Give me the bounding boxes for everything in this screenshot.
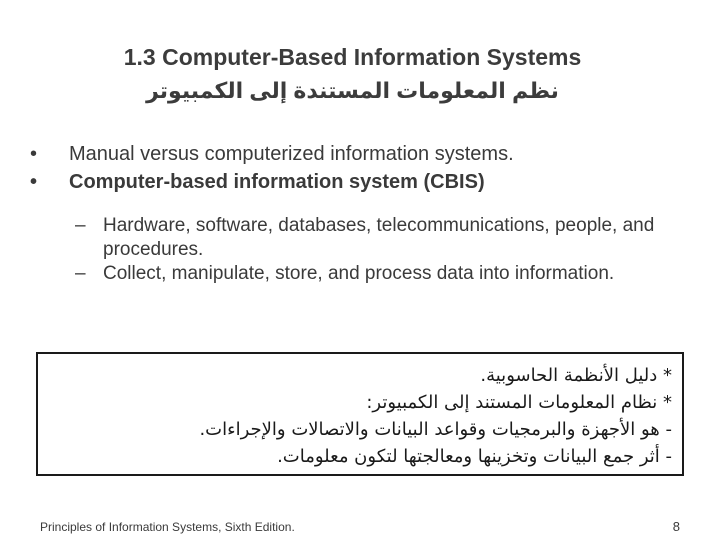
page-number: 8 — [672, 519, 680, 534]
arabic-note-line: * دليل الأنظمة الحاسوبية. — [480, 365, 672, 386]
bullet-text: Computer-based information system (CBIS) — [69, 171, 485, 193]
footer-source: Principles of Information Systems, Sixth Edition. — [40, 520, 295, 534]
sub-bullet-marker: – — [75, 215, 86, 236]
bullet-marker: • — [30, 143, 38, 165]
arabic-notes-box — [36, 352, 684, 476]
sub-bullet-text: Hardware, software, databases, telecommunications, people, and procedures. — [103, 215, 655, 260]
sub-bullet-item-process — [75, 262, 695, 286]
slide-title-english: 1.3 Computer-Based Information Systems — [123, 44, 582, 70]
sub-bullet-item-components — [75, 214, 695, 262]
slide-title-arabic: نظم المعلومات المستندة إلى الكمبيوتر — [146, 78, 559, 103]
bullet-text: Manual versus computerized information systems. — [69, 143, 514, 165]
bullet-marker: • — [30, 171, 38, 193]
arabic-note-line: * نظام المعلومات المستند إلى الكمبيوتر: — [366, 392, 672, 413]
arabic-note-line: - هو الأجهزة والبرمجيات وقواعد البيانات والاتصالات والإجراءات. — [199, 419, 672, 440]
sub-bullet-text: Collect, manipulate, store, and process data into information. — [103, 263, 615, 284]
sub-bullet-list — [75, 214, 695, 286]
arabic-note-line: - أثر جمع البيانات وتخزينها ومعالجتها لتكون معلومات. — [277, 446, 672, 467]
bullet-item-cbis — [30, 168, 700, 196]
sub-bullet-marker: – — [75, 263, 86, 284]
bullet-list — [30, 140, 700, 196]
bullet-item-manual-vs-computerized — [30, 140, 700, 168]
